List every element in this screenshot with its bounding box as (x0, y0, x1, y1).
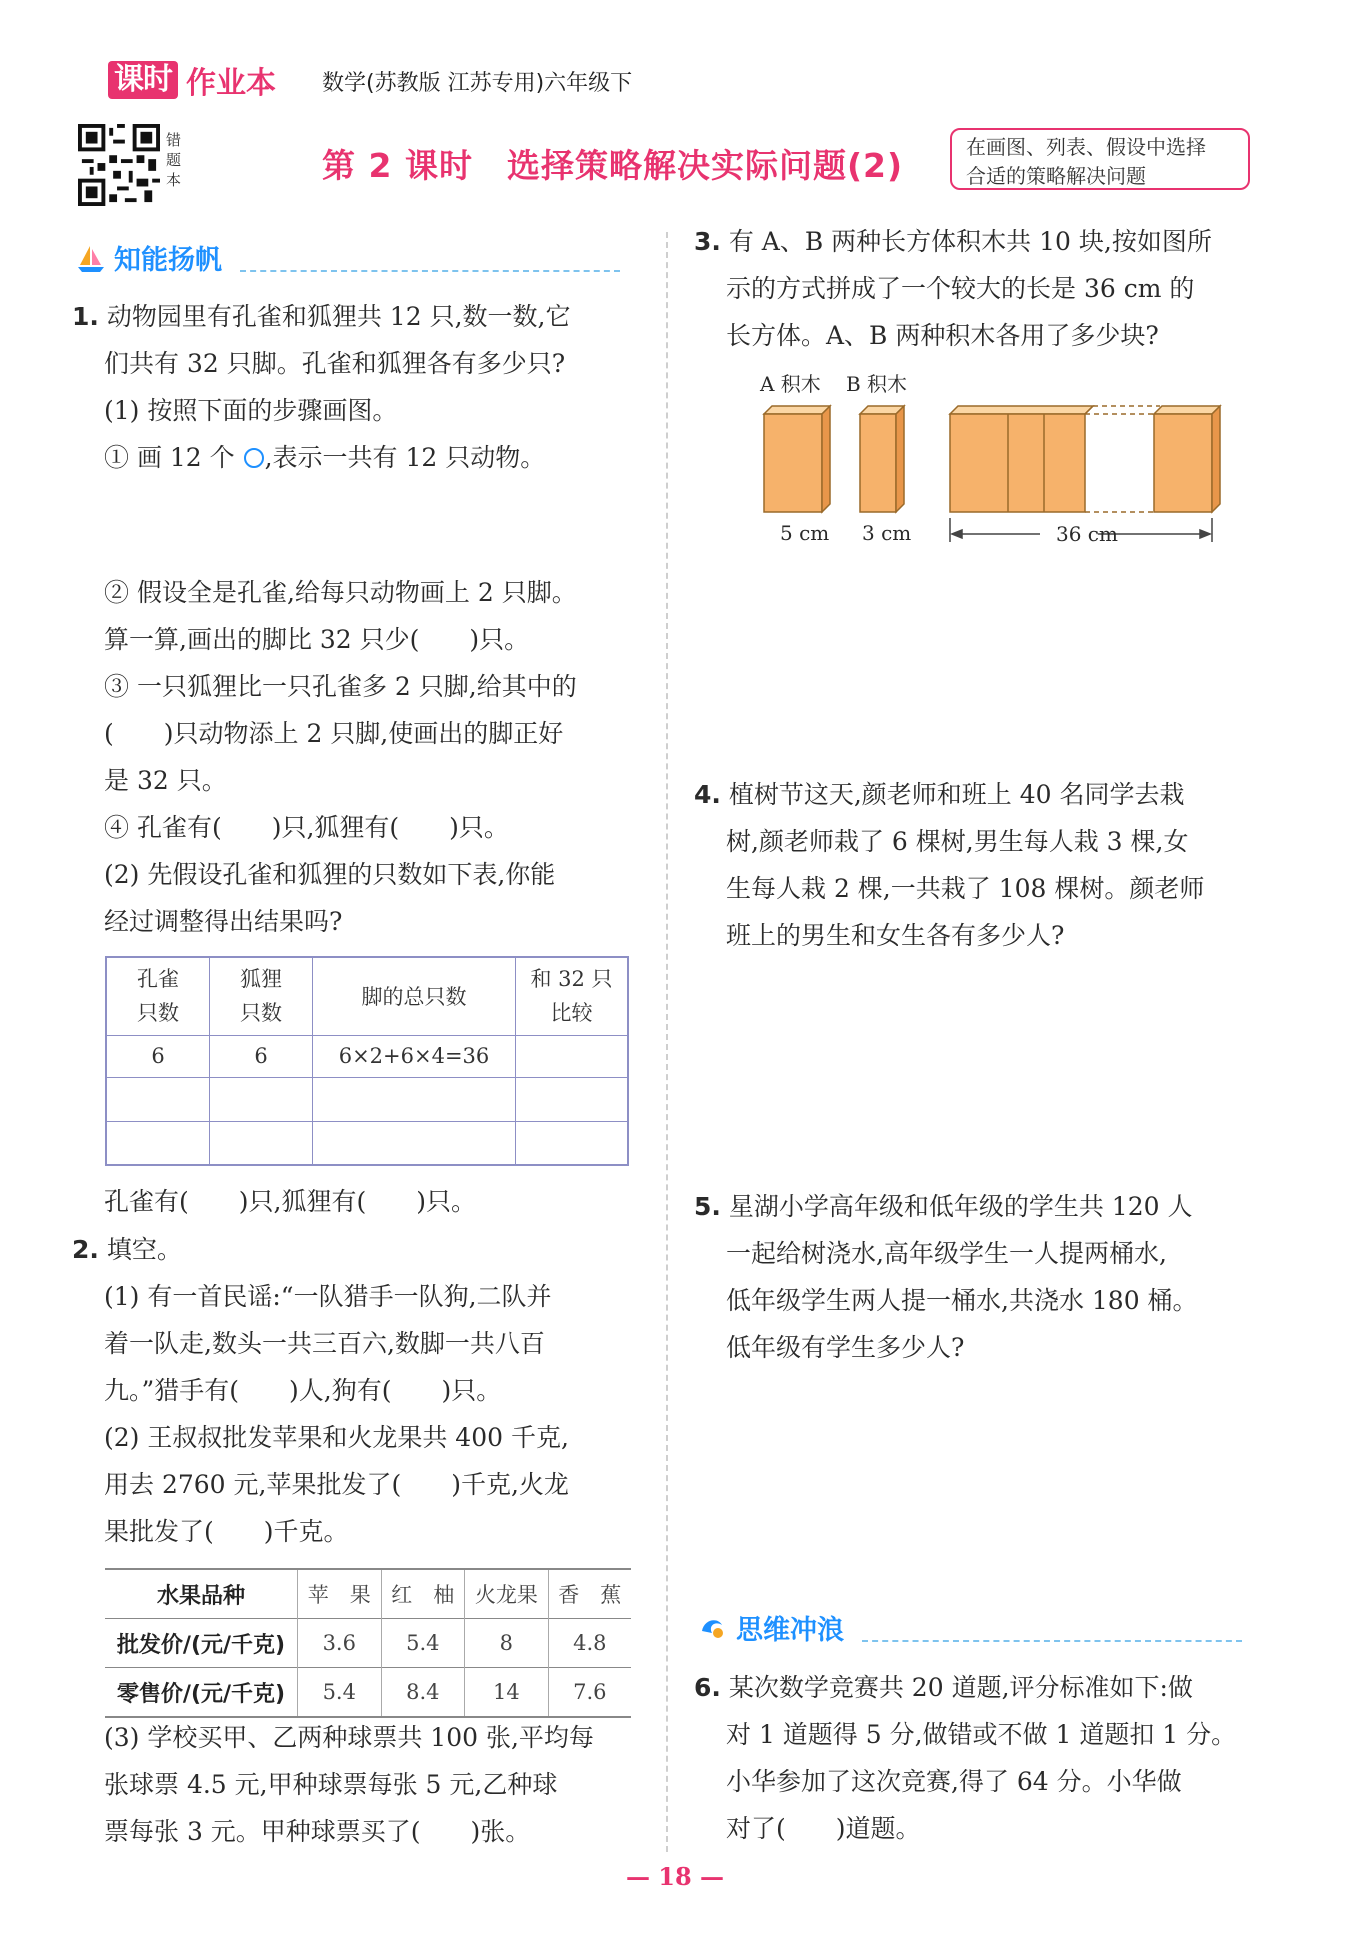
section-title-1: 知能扬帆 (114, 245, 222, 276)
block-a (764, 406, 830, 512)
lesson-tip (950, 128, 1250, 190)
table-cell[interactable] (313, 1077, 516, 1121)
book-subtitle: 数学(苏教版 江苏专用)六年级下 (322, 71, 633, 96)
table-header: 水果品种 (105, 1569, 298, 1619)
qr-code-icon[interactable] (78, 124, 160, 206)
q2-line: 票每张 3 元。甲种球票买了( )张。 (104, 1817, 531, 1846)
q2-line: (3) 学校买甲、乙两种球票共 100 张,平均每 (104, 1723, 594, 1752)
q5-line: 低年级有学生多少人? (726, 1333, 965, 1362)
q3-line: 示的方式拼成了一个较大的长是 36 cm 的 (726, 274, 1195, 303)
q4-line: 树,颜老师栽了 6 棵树,男生每人栽 3 棵,女 (726, 827, 1189, 856)
q5-line: 一起给树浇水,高年级学生一人提两桶水, (726, 1239, 1167, 1268)
page-number: — 18 — (625, 1862, 725, 1891)
q3-number: 3. (694, 227, 721, 256)
q5-number: 5. (694, 1192, 721, 1221)
question-2-part-3 (104, 1714, 644, 1855)
q1-line: ① 画 12 个 (104, 443, 235, 472)
q2-line: (2) 王叔叔批发苹果和火龙果共 400 千克, (104, 1423, 569, 1452)
table-row (105, 1569, 631, 1619)
q2-line: 着一队走,数头一共三百六,数脚一共八百 (104, 1329, 545, 1358)
section-underline-1 (240, 270, 620, 272)
book-logo (108, 60, 276, 100)
q2-line: 张球票 4.5 元,甲种球票每张 5 元,乙种球 (104, 1770, 558, 1799)
q1-line: (2) 先假设孔雀和狐狸的只数如下表,你能 (104, 860, 556, 889)
q6-line: 小华参加了这次竞赛,得了 64 分。小华做 (726, 1767, 1182, 1796)
table-row (106, 1121, 628, 1165)
sailboat-icon (76, 243, 106, 273)
qr-label: 错题本 (166, 131, 182, 189)
section-heading-1 (76, 238, 222, 277)
q2-line: 果批发了( )千克。 (104, 1517, 349, 1546)
q1-line: ④ 孔雀有( )只,狐狸有( )只。 (104, 813, 509, 842)
table-cell: 7.6 (573, 1680, 607, 1704)
lesson-title: 第 2 课时 选择策略解决实际问题(2) (322, 146, 904, 185)
combined-blocks (950, 406, 1220, 512)
q4-line: 班上的男生和女生各有多少人? (726, 921, 1065, 950)
table-cell[interactable] (313, 1121, 516, 1165)
q3-line: 有 A、B 两种长方体积木共 10 块,按如图所 (728, 227, 1212, 256)
q1-number: 1. (72, 302, 99, 331)
table-header: 香 蕉 (558, 1583, 622, 1607)
q2-title: 填空。 (106, 1235, 182, 1264)
q5-line: 低年级学生两人提一桶水,共浇水 180 桶。 (726, 1286, 1198, 1315)
table-row (106, 1035, 628, 1077)
q1-line: 们共有 32 只脚。孔雀和狐狸各有多少只? (104, 349, 566, 378)
q2-line: (1) 有一首民谣:“一队猎手一队狗,二队并 (104, 1282, 552, 1311)
table-cell: 6 (210, 1035, 313, 1077)
dim-label-b: 3 cm (862, 521, 912, 545)
table-row (105, 1619, 631, 1668)
q1-table (105, 956, 629, 1166)
table-cell[interactable] (106, 1121, 210, 1165)
table-header: 苹 果 (298, 1569, 382, 1619)
q1-line: ③ 一只狐狸比一只孔雀多 2 只脚,给其中的 (104, 672, 577, 701)
q2-line: 用去 2760 元,苹果批发了( )千克,火龙 (104, 1470, 569, 1499)
table-cell[interactable] (516, 1121, 629, 1165)
tip-line-1: 在画图、列表、假设中选择 (966, 135, 1206, 159)
q2-line: 九。”猎手有( )人,狗有( )只。 (104, 1376, 502, 1405)
table-header: 狐狸 只数 (210, 957, 313, 1035)
q1-line: ,表示一共有 12 只动物。 (264, 443, 546, 472)
table-cell: 6×2+6×4=36 (313, 1035, 516, 1077)
table-cell: 4.8 (573, 1631, 607, 1655)
table-header: 和 32 只 比较 (516, 957, 629, 1035)
q1-line: ② 假设全是孔雀,给每只动物画上 2 只脚。 (104, 578, 577, 607)
question-2 (72, 1226, 642, 1555)
section-underline-2 (862, 1640, 1242, 1642)
table-cell: 零售价/(元/千克) (105, 1668, 298, 1718)
question-1 (72, 293, 632, 481)
q1-line: 动物园里有孔雀和狐狸共 12 只,数一数,它 (106, 302, 571, 331)
table-cell: 8.4 (381, 1668, 465, 1718)
question-3 (694, 218, 1264, 359)
table-cell: 6 (106, 1035, 210, 1077)
question-6 (694, 1664, 1274, 1852)
q6-number: 6. (694, 1673, 721, 1702)
q4-line: 生每人栽 2 棵,一共栽了 108 棵树。颜老师 (726, 874, 1205, 903)
table-row (106, 957, 628, 1035)
table-header: 脚的总只数 (313, 957, 516, 1035)
section-title-2: 思维冲浪 (736, 1615, 844, 1646)
column-divider (666, 232, 668, 1852)
table-header: 红 柚 (381, 1569, 465, 1619)
q1-line: 经过调整得出结果吗? (104, 907, 343, 936)
question-1-steps (104, 569, 644, 945)
tip-line-2: 合适的策略解决问题 (966, 164, 1146, 188)
q1-answer: 孔雀有( )只,狐狸有( )只。 (104, 1187, 476, 1216)
label-block-a: A 积木 (760, 372, 821, 396)
table-cell: 3.6 (298, 1619, 382, 1668)
table-header: 孔雀 只数 (106, 957, 210, 1035)
q1-line: ( )只动物添上 2 只脚,使画出的脚正好 (104, 719, 564, 748)
q5-line: 星湖小学高年级和低年级的学生共 120 人 (728, 1192, 1193, 1221)
q1-line: 算一算,画出的脚比 32 只少( )只。 (104, 625, 530, 654)
dim-label-total: 36 cm (1056, 522, 1118, 546)
table-cell: 5.4 (298, 1668, 382, 1718)
q1-line: 是 32 只。 (104, 766, 227, 795)
label-block-b: B 积木 (846, 372, 908, 396)
dim-label-a: 5 cm (780, 521, 830, 545)
table-cell[interactable] (106, 1077, 210, 1121)
table-row (105, 1668, 631, 1718)
table-cell[interactable] (210, 1121, 313, 1165)
q3-line: 长方体。A、B 两种积木各用了多少块? (726, 321, 1159, 350)
q6-line: 某次数学竞赛共 20 道题,评分标准如下:做 (728, 1673, 1193, 1702)
logo-box: 课时 (108, 61, 178, 99)
wave-icon (698, 1613, 728, 1643)
table-row (106, 1077, 628, 1121)
q4-line: 植树节这天,颜老师和班上 40 名同学去栽 (728, 780, 1185, 809)
q6-line: 对了( )道题。 (726, 1814, 921, 1843)
table-header: 火龙果 (465, 1569, 549, 1619)
fruit-price-table (105, 1568, 631, 1718)
table-cell[interactable] (516, 1035, 629, 1077)
question-5 (694, 1183, 1274, 1371)
section-heading-2 (698, 1608, 844, 1647)
table-cell: 14 (465, 1668, 549, 1718)
q1-line: (1) 按照下面的步骤画图。 (104, 396, 398, 425)
q2-number: 2. (72, 1235, 99, 1264)
q6-line: 对 1 道题得 5 分,做错或不做 1 道题扣 1 分。 (726, 1720, 1237, 1749)
table-cell[interactable] (516, 1077, 629, 1121)
logo-text: 作业本 (186, 66, 276, 101)
circle-icon (243, 447, 265, 469)
q4-number: 4. (694, 780, 721, 809)
table-cell[interactable] (210, 1077, 313, 1121)
table-cell: 8 (465, 1619, 549, 1668)
table-cell: 批发价/(元/千克) (105, 1619, 298, 1668)
q1-step-1 (72, 434, 632, 481)
question-4 (694, 771, 1274, 959)
table-cell: 5.4 (381, 1619, 465, 1668)
block-b (860, 406, 904, 512)
